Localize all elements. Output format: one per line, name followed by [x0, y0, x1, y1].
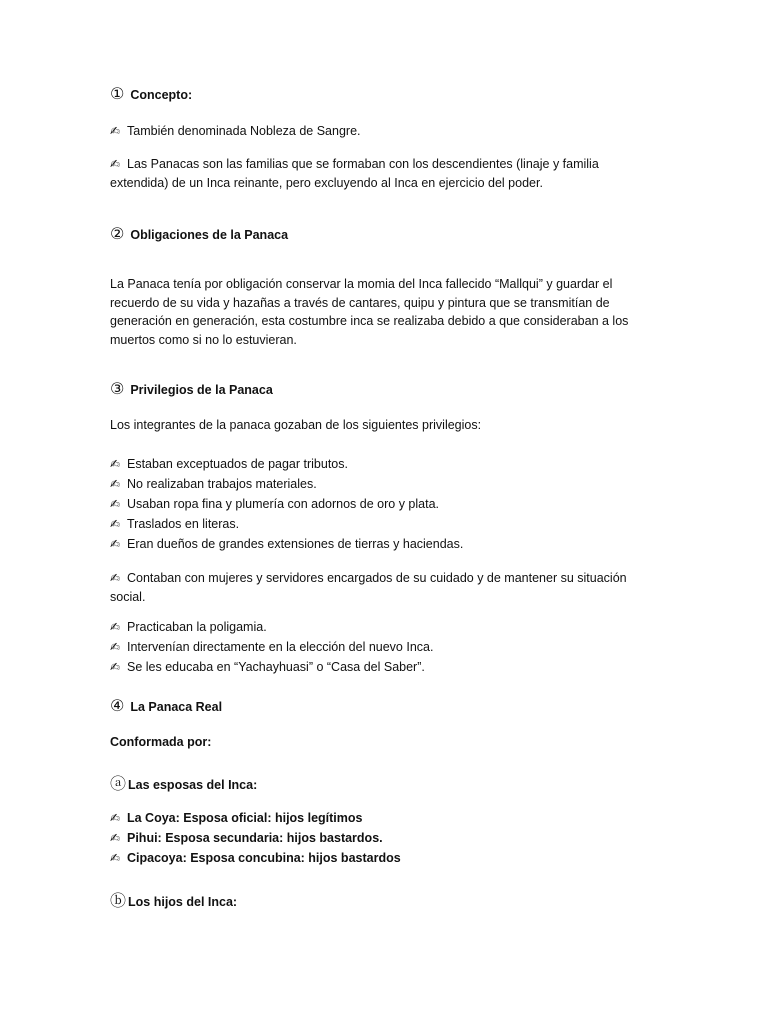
circled-letter-b: ⓑ — [110, 893, 127, 910]
section-heading-concepto — [110, 84, 192, 104]
writing-hand-icon: ✍ — [110, 660, 121, 674]
section-heading-privilegios — [110, 379, 273, 399]
writing-hand-icon: ✍ — [110, 811, 121, 825]
writing-hand-icon: ✍ — [110, 831, 121, 845]
list-item: ✍ Usaban ropa fina y plumería con adornos de oro y plata. — [110, 497, 439, 511]
privilegios-intro: Los integrantes de la panaca gozaban de los siguientes privilegios: — [110, 418, 482, 432]
writing-hand-icon: ✍ — [110, 571, 121, 585]
list-item: ✍ Las Panacas son las familias que se formaban con los descendientes (linaje y familia extendida) de un Inca reinante, pero excluyendo al Inca en ejercicio del poder. — [110, 157, 599, 190]
list-item: ✍ Contaban con mujeres y servidores encargados de su cuidado y de mantener su situación social. — [110, 571, 627, 604]
writing-hand-icon: ✍ — [110, 517, 121, 531]
section-title: La Panaca Real — [130, 700, 223, 714]
writing-hand-icon: ✍ — [110, 457, 121, 471]
circled-number-1: ① — [110, 86, 125, 103]
circled-number-2: ② — [110, 226, 125, 243]
writing-hand-icon: ✍ — [110, 851, 121, 865]
section-title: Obligaciones de la Panaca — [130, 228, 289, 242]
writing-hand-icon: ✍ — [110, 124, 121, 138]
section-title: Privilegios de la Panaca — [130, 383, 273, 397]
list-item: ✍ Traslados en literas. — [110, 517, 240, 531]
circled-letter-a: ⓐ — [110, 776, 127, 793]
writing-hand-icon: ✍ — [110, 157, 121, 171]
writing-hand-icon: ✍ — [110, 497, 121, 511]
writing-hand-icon: ✍ — [110, 620, 121, 634]
writing-hand-icon: ✍ — [110, 640, 121, 654]
circled-number-3: ③ — [110, 381, 125, 398]
section-heading-obligaciones — [110, 224, 288, 244]
real-intro: Conformada por: — [110, 735, 212, 749]
paragraph-obligaciones: La Panaca tenía por obligación conservar la momia del Inca fallecido “Mallqui” y guardar el recuerdo de su vida y hazañas a través de cantares, quipu y pintura que se transmitían de generación en generación, esta costumbre inca se realizaba debido a que consideraban a los muertos como si no lo estuvieran. — [110, 277, 629, 347]
list-item: ✍ También denominada Nobleza de Sangre. — [110, 124, 361, 138]
list-item: ✍ Practicaban la poligamia. — [110, 620, 267, 634]
section-heading-real — [110, 696, 222, 716]
list-item: ✍ Cipacoya: Esposa concubina: hijos bastardos — [110, 851, 401, 865]
writing-hand-icon: ✍ — [110, 537, 121, 551]
list-item: ✍ Intervenían directamente en la elección del nuevo Inca. — [110, 640, 434, 654]
section-title: Concepto: — [130, 88, 193, 102]
list-item: ✍ No realizaban trabajos materiales. — [110, 477, 317, 491]
list-item: ✍ La Coya: Esposa oficial: hijos legítimos — [110, 811, 363, 825]
list-item: ✍ Se les educaba en “Yachayhuasi” o “Casa del Saber”. — [110, 660, 425, 674]
list-item: ✍ Eran dueños de grandes extensiones de tierras y haciendas. — [110, 537, 464, 551]
subheading-hijos: ⓑ Los hijos del Inca: — [110, 888, 237, 911]
circled-number-4: ④ — [110, 698, 125, 715]
subheading-esposas: ⓐ Las esposas del Inca: — [110, 771, 257, 794]
list-item: ✍ Estaban exceptuados de pagar tributos. — [110, 457, 348, 471]
writing-hand-icon: ✍ — [110, 477, 121, 491]
list-item: ✍ Pihui: Esposa secundaria: hijos bastardos. — [110, 831, 383, 845]
